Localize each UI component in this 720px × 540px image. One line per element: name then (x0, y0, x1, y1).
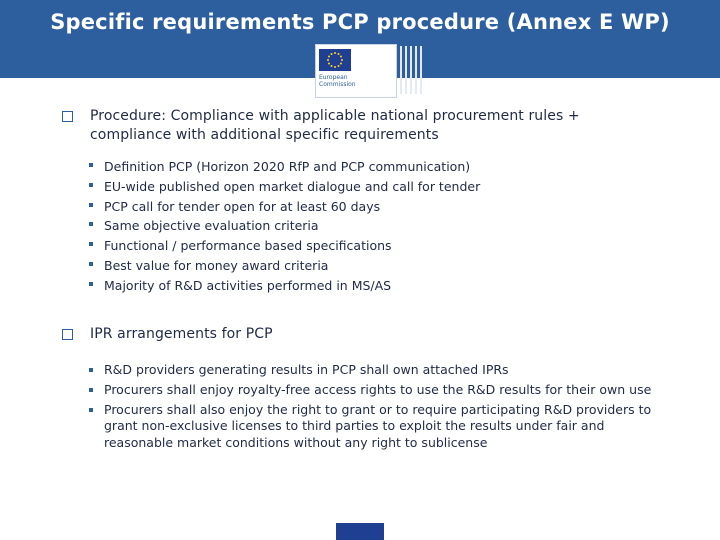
square-bullet-icon (89, 408, 93, 412)
square-bullet-icon (89, 183, 93, 187)
section-heading-row (60, 325, 675, 344)
checkbox-bullet-icon (62, 111, 73, 122)
list-item: EU-wide published open market dialogue and call for tender (60, 177, 660, 197)
list-item: Definition PCP (Horizon 2020 RfP and PCP communication) (60, 157, 660, 177)
list-item: Procurers shall enjoy royalty-free access rights to use the R&D results for their own use (60, 382, 675, 399)
square-bullet-icon (89, 282, 93, 286)
logo-line-2: Commission (319, 81, 356, 88)
section-heading: Procedure: Compliance with applicable national procurement rules + compliance with additional specific requirements (90, 108, 580, 143)
section-heading: IPR arrangements for PCP (90, 326, 273, 342)
square-bullet-icon (89, 262, 93, 266)
list-item: R&D providers generating results in PCP shall own attached IPRs (60, 362, 675, 379)
footer-accent-block (336, 523, 384, 540)
square-bullet-icon (89, 222, 93, 226)
square-bullet-icon (89, 203, 93, 207)
list-item: Procurers shall also enjoy the right to grant or to require participating R&D providers to grant non-exclusive licenses to third parties to exploit the results under fair and reasonable market conditions without any right to sublicense (60, 402, 675, 452)
page-title: Specific requirements PCP procedure (Annex E WP) (50, 10, 670, 34)
square-bullet-icon (89, 242, 93, 246)
checkbox-bullet-icon (62, 329, 73, 340)
list-item: Majority of R&D activities performed in MS/AS (60, 276, 660, 296)
requirements-list (60, 157, 660, 296)
list-item: Best value for money award criteria (60, 256, 660, 276)
square-bullet-icon (89, 163, 93, 167)
section-heading-row (60, 107, 660, 145)
square-bullet-icon (89, 388, 93, 392)
logo-line-1: European (319, 74, 348, 81)
square-bullet-icon (89, 368, 93, 372)
section-procedure (60, 107, 660, 296)
list-item: Same objective evaluation criteria (60, 216, 660, 236)
section-ipr (60, 325, 675, 452)
ipr-list (60, 362, 675, 452)
list-item: Functional / performance based specifications (60, 236, 660, 256)
list-item: PCP call for tender open for at least 60 days (60, 197, 660, 217)
